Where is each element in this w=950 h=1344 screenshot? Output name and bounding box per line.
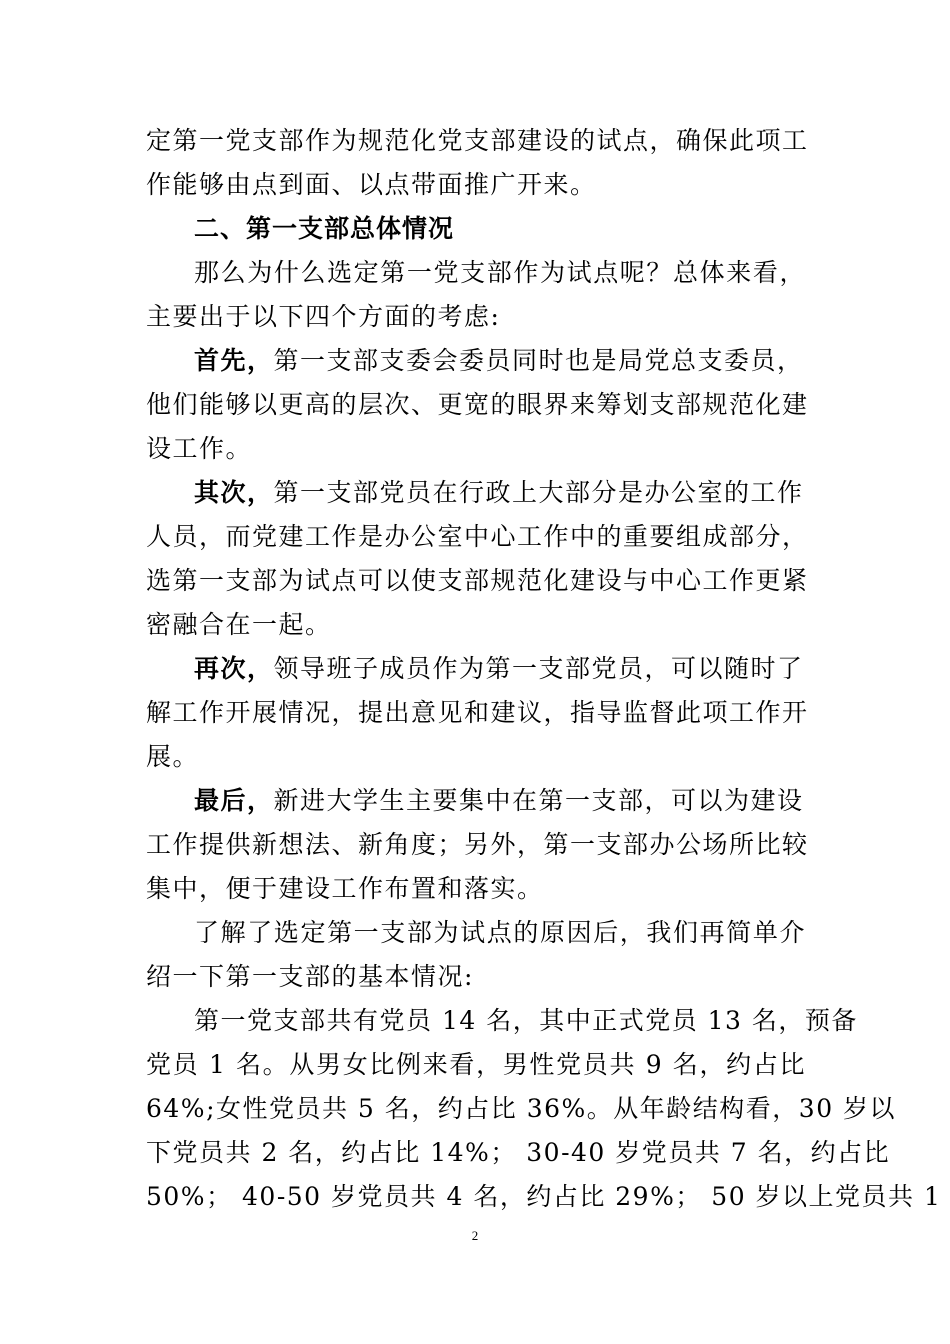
section-heading: 二、第一支部总体情况	[194, 214, 455, 243]
paragraph-lead: 首先，	[194, 346, 274, 375]
text-line: 工作提供新想法、新角度；另外，第一支部办公场所比较	[146, 830, 809, 859]
text-line: 绍一下第一支部的基本情况:	[146, 962, 474, 991]
text-line: 定第一党支部作为规范化党支部建设的试点，确保此项工	[146, 126, 809, 155]
text-line: 集中，便于建设工作布置和落实。	[146, 874, 544, 903]
text-line: 50%； 40-50 岁党员共 4 名，约占比 29%； 50 岁以上党员共 1	[146, 1182, 942, 1211]
paragraph-first-line	[194, 471, 806, 515]
paragraph-first-line	[194, 339, 806, 383]
paragraph-text: 第一支部党员在行政上大部分是办公室的工作	[273, 478, 804, 507]
paragraph-text: 第一支部支委会委员同时也是局党总支委员，	[273, 346, 804, 375]
page-number: 2	[471, 1228, 479, 1243]
text-line: 密融合在一起。	[146, 610, 332, 639]
text-line: 人员，而党建工作是办公室中心工作中的重要组成部分，	[146, 522, 809, 551]
text-line: 64%;女性党员共 5 名，约占比 36%。从年龄结构看，30 岁以	[146, 1094, 897, 1123]
text-line: 党员 1 名。从男女比例来看，男性党员共 9 名，约占比	[146, 1050, 806, 1079]
text-line: 设工作。	[146, 434, 253, 463]
text-line: 下党员共 2 名，约占比 14%； 30-40 岁党员共 7 名，约占比	[146, 1138, 891, 1167]
paragraph-first-line	[194, 779, 806, 823]
paragraph-text: 领导班子成员作为第一支部党员，可以随时了	[273, 654, 804, 683]
text-line: 了解了选定第一支部为试点的原因后，我们再简单介	[194, 918, 806, 947]
text-line: 那么为什么选定第一党支部作为试点呢？总体来看，	[194, 258, 806, 287]
text-line: 第一党支部共有党员 14 名，其中正式党员 13 名，预备	[194, 1006, 858, 1035]
paragraph-first-line	[194, 647, 806, 691]
paragraph-lead: 最后，	[194, 786, 274, 815]
text-line: 解工作开展情况，提出意见和建议，指导监督此项工作开	[146, 698, 809, 727]
text-line: 作能够由点到面、以点带面推广开来。	[146, 170, 597, 199]
paragraph-text: 新进大学生主要集中在第一支部，可以为建设	[273, 786, 804, 815]
text-line: 选第一支部为试点可以使支部规范化建设与中心工作更紧	[146, 566, 809, 595]
paragraph-lead: 其次，	[194, 478, 274, 507]
text-line: 展。	[146, 742, 200, 771]
text-line: 主要出于以下四个方面的考虑:	[146, 302, 501, 331]
text-line: 他们能够以更高的层次、更宽的眼界来筹划支部规范化建	[146, 390, 809, 419]
paragraph-lead: 再次，	[194, 654, 274, 683]
